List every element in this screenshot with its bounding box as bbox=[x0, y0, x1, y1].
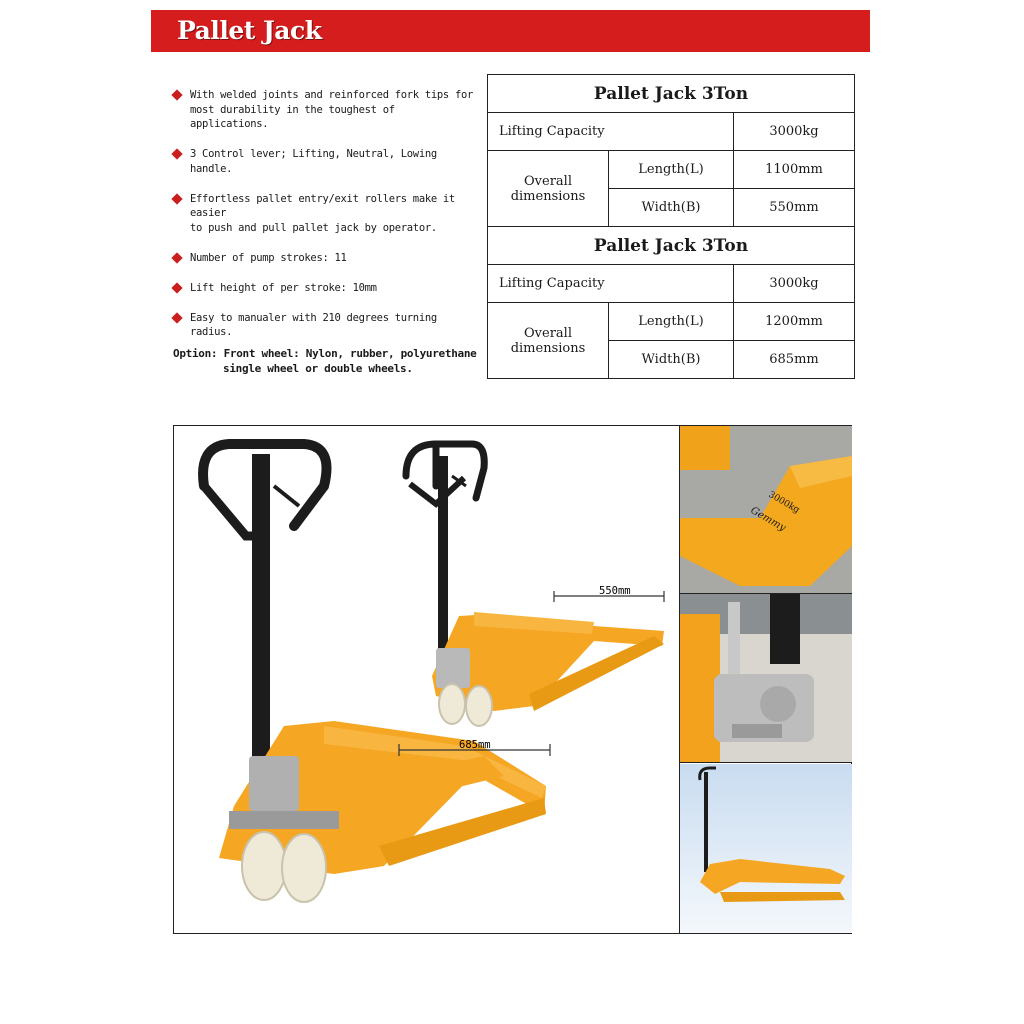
product-photo-panel bbox=[173, 425, 852, 934]
width-label: Width(B) bbox=[609, 189, 734, 227]
option-line-2: single wheel or double wheels. bbox=[223, 362, 413, 375]
diamond-bullet-icon bbox=[171, 252, 182, 263]
length-label: Length(L) bbox=[609, 151, 734, 189]
detail-photo-column bbox=[679, 426, 852, 933]
diamond-bullet-icon bbox=[171, 148, 182, 159]
width-value: 685mm bbox=[734, 341, 855, 379]
feature-item: Lift height of per stroke: 10mm bbox=[173, 281, 473, 296]
fork-closeup-photo bbox=[680, 426, 852, 594]
length-value: 1200mm bbox=[734, 303, 855, 341]
fork-capacity-marking: 3000kg bbox=[766, 489, 802, 516]
header-banner bbox=[151, 10, 870, 52]
length-label: Length(L) bbox=[609, 303, 734, 341]
overall-dimensions-label: Overall dimensions bbox=[488, 151, 609, 227]
diamond-bullet-icon bbox=[171, 193, 182, 204]
feature-item: 3 Control lever; Lifting, Neutral, Lowing handle. bbox=[173, 147, 473, 176]
feature-item: With welded joints and reinforced fork tips for most durability in the toughest of applications. bbox=[173, 88, 473, 132]
pallet-jack-illustration bbox=[174, 426, 679, 933]
feature-item: Effortless pallet entry/exit rollers make it easier to push and pull pallet jack by operator. bbox=[173, 192, 473, 236]
feature-item: Number of pump strokes: 11 bbox=[173, 251, 473, 266]
feature-item: Easy to manualer with 210 degrees turning radius. bbox=[173, 311, 473, 340]
page-title: Pallet Jack bbox=[177, 16, 322, 45]
brand-marking: Gemmy bbox=[748, 505, 788, 534]
pump-closeup-photo bbox=[680, 594, 852, 763]
warehouse-photo bbox=[680, 764, 852, 933]
length-value: 1100mm bbox=[734, 151, 855, 189]
width-label: Width(B) bbox=[609, 341, 734, 379]
lifting-capacity-value: 3000kg bbox=[734, 265, 855, 303]
lifting-capacity-label: Lifting Capacity bbox=[488, 113, 734, 151]
diamond-bullet-icon bbox=[171, 312, 182, 323]
lifting-capacity-value: 3000kg bbox=[734, 113, 855, 151]
spec-title: Pallet Jack 3Ton bbox=[488, 227, 855, 265]
feature-list bbox=[173, 88, 473, 355]
lifting-capacity-label: Lifting Capacity bbox=[488, 265, 734, 303]
wheel-option-note bbox=[173, 346, 483, 376]
large-width-dimension: 685mm bbox=[459, 739, 491, 751]
overall-dimensions-label: Overall dimensions bbox=[488, 303, 609, 379]
diamond-bullet-icon bbox=[171, 282, 182, 293]
spec-title: Pallet Jack 3Ton bbox=[488, 75, 855, 113]
small-width-dimension: 550mm bbox=[599, 585, 631, 597]
width-value: 550mm bbox=[734, 189, 855, 227]
diamond-bullet-icon bbox=[171, 89, 182, 100]
spec-table bbox=[487, 74, 855, 379]
option-line-1: Option: Front wheel: Nylon, rubber, polyurethane bbox=[173, 347, 477, 360]
